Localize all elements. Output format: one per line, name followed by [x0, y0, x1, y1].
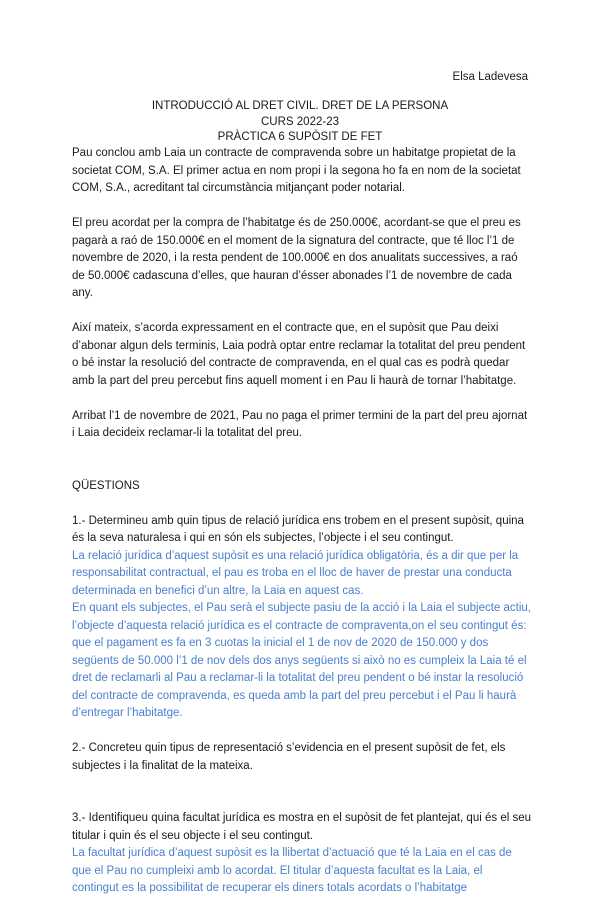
- question-3: 3.- Identifiqueu quina facultat jurídica es mostra en el supòsit de fet plantejat, qui és el seu titular i quin és el seu objecte i el seu contingut.: [72, 812, 532, 842]
- heading-practice-title: PRÀCTICA 6 SUPÒSIT DE FET: [217, 131, 383, 143]
- statement-paragraph-4: Arribat l’1 de novembre de 2021, Pau no paga el primer termini de la part del preu ajornat i Laia decideix reclamar-li la totalitat del preu.: [72, 409, 528, 439]
- document-body: [72, 145, 532, 898]
- document-heading: [0, 99, 600, 146]
- heading-course-title: INTRODUCCIÓ AL DRET CIVIL. DRET DE LA PERSONA: [151, 100, 449, 112]
- statement-paragraph-3: Així mateix, s’acorda expressament en el contracte que, en el supòsit que Pau deixi d’abonar algun dels terminis, Laia podrà optar entre reclamar la totalitat del preu pendent o bé instar la resolució del contracte de compravenda, en el qual cas es podrà quedar amb la part del preu percebut fins aquell moment i en Pau li haurà de tornar l’habitatge.: [72, 322, 526, 387]
- answer-3: La facultat jurídica d’aquest supòsit es la llibertat d’actuació que té la Laia en el cas de que el Pau no cumpleixi amb lo acordat. El titular d’aquesta facultat es la Laia, el contingut es la possibilitat de recuperar els diners totals acordats o l’habitatge: [72, 847, 512, 894]
- statement-paragraph-2: El preu acordat per la compra de l’habitatge és de 250.000€, acordant-se que el preu es pagarà a raó de 150.000€ en el moment de la signatura del contracte, que té lloc l’1 de novembre de 2020, i la resta pendent de 100.000€ en dos anualitats successives, a raó de 50.000€ cadascuna d’elles, que hauran d’ésser abonades l’1 de novembre de cada any.: [72, 217, 521, 299]
- statement-paragraph-1: Pau conclou amb Laia un contracte de compravenda sobre un habitatge propietat de la societat COM, S.A. El primer actua en nom propi i la segona ho fa en nom de la societat COM, S.A., acreditant tal circumstància mitjançant poder notarial.: [72, 147, 521, 194]
- question-1: 1.- Determineu amb quin tipus de relació jurídica ens trobem en el present supòsit, quina és la seva naturalesa i qui en són els subjectes, l’objecte i el seu contingut.: [72, 514, 524, 544]
- author-name: Elsa Ladevesa: [452, 71, 528, 83]
- heading-year: CURS 2022-23: [261, 115, 339, 128]
- answer-1-part-2: En quant els subjectes, el Pau serà el subjecte pasiu de la acció i la Laia el subjecte actiu, l’objecte d’aquesta relació jurídica es el contracte de compraventa,on el seu contingut és: que el pagament es fa en 3 cuotas la inicial el 1 de nov de 2020 de 150.000 y dos següents de 50.000 l’1 de nov dels dos anys següents si això no es cumpleix la Laia té el dret de reclamarli al Pau a reclamar-li la totalitat del preu pendent o bé instar la resolució del contracte de compravenda, es queda amb la part del preu percebut i el Pau li haurà d’entregar l’habitatge.: [72, 602, 532, 719]
- questions-title: QÜESTIONS: [72, 479, 140, 492]
- question-2: 2.- Concreteu quin tipus de representació s’evidencia en el present supòsit de fet, els subjectes i la finalitat de la mateixa.: [72, 742, 506, 772]
- answer-1-part-1: La relació jurídica d’aquest supòsit es una relació jurídica obligatòria, és a dir que per la responsabilitat contractual, el pau es troba en el lloc de haver de prestar una conducta determinada en benefici d’un altre, la Laia en aquest cas.: [72, 549, 519, 597]
